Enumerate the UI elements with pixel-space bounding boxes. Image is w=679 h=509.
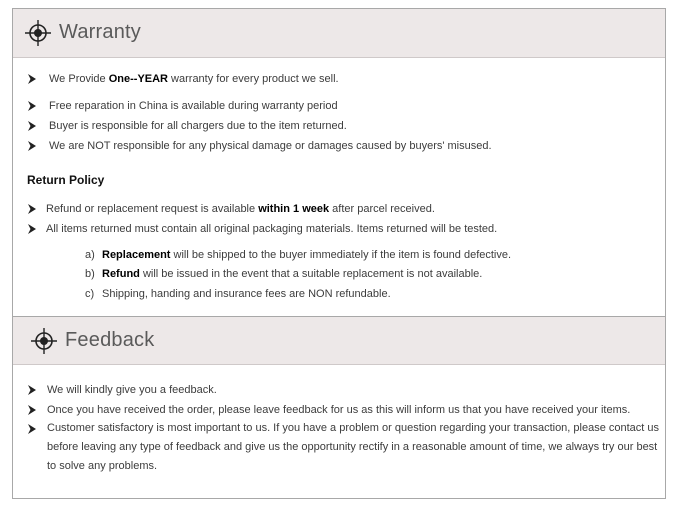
item-letter: c) — [85, 288, 95, 300]
arrow-bullet-icon — [27, 101, 37, 111]
item-text: Customer satisfactory is most important to us. If you have a problem or question regarding your transaction, please contact us before leaving any type of feedback and give us the opportunity rectify in a reasonable amount of time, we always try our best to solve any problems. — [47, 422, 660, 472]
arrow-bullet-icon — [27, 405, 37, 415]
item-text: Buyer is responsible for all chargers due to the item returned. — [49, 120, 347, 132]
item-strong: Replacement — [102, 249, 171, 261]
item-letter: b) — [85, 268, 95, 280]
arrow-bullet-icon — [27, 74, 37, 84]
item-strong: One--YEAR — [108, 73, 168, 85]
item-strong: Refund — [102, 268, 140, 280]
item-text: after parcel received. — [329, 203, 435, 215]
arrow-bullet-icon — [27, 424, 37, 434]
return-policy-heading: Return Policy — [27, 173, 105, 187]
warranty-header — [13, 9, 665, 58]
item-text: Once you have received the order, please leave feedback for us as this will inform us that you have received your items. — [47, 404, 631, 416]
crosshair-icon — [31, 328, 57, 354]
item-text: Free reparation in China is available during warranty period — [49, 100, 338, 112]
item-letter: a) — [85, 249, 95, 261]
arrow-bullet-icon — [27, 224, 37, 234]
item-text: will be shipped to the buyer immediately if the item is found defective. — [170, 249, 512, 261]
item-text: We are NOT responsible for any physical damage or damages caused by buyers' misused. — [49, 140, 492, 152]
feedback-panel — [12, 316, 666, 499]
item-text: warranty for every product we sell. — [168, 73, 339, 85]
item-text: will be issued in the event that a suitable replacement is not available. — [139, 268, 483, 280]
arrow-bullet-icon — [27, 121, 37, 131]
feedback-header — [13, 317, 665, 365]
arrow-bullet-icon — [27, 385, 37, 395]
feedback-title: Feedback — [65, 329, 155, 351]
item-text: We Provide — [49, 73, 109, 85]
arrow-bullet-icon — [27, 204, 37, 214]
warranty-title: Warranty — [59, 21, 141, 43]
item-text: We will kindly give you a feedback. — [47, 384, 217, 396]
crosshair-icon — [25, 20, 51, 46]
item-text: All items returned must contain all original packaging materials. Items returned will be tested. — [46, 223, 498, 235]
item-strong: within 1 week — [258, 203, 330, 215]
arrow-bullet-icon — [27, 141, 37, 151]
warranty-panel — [12, 8, 666, 317]
item-text: Refund or replacement request is available — [46, 203, 259, 215]
item-text: Shipping, handing and insurance fees are NON refundable. — [102, 288, 391, 300]
